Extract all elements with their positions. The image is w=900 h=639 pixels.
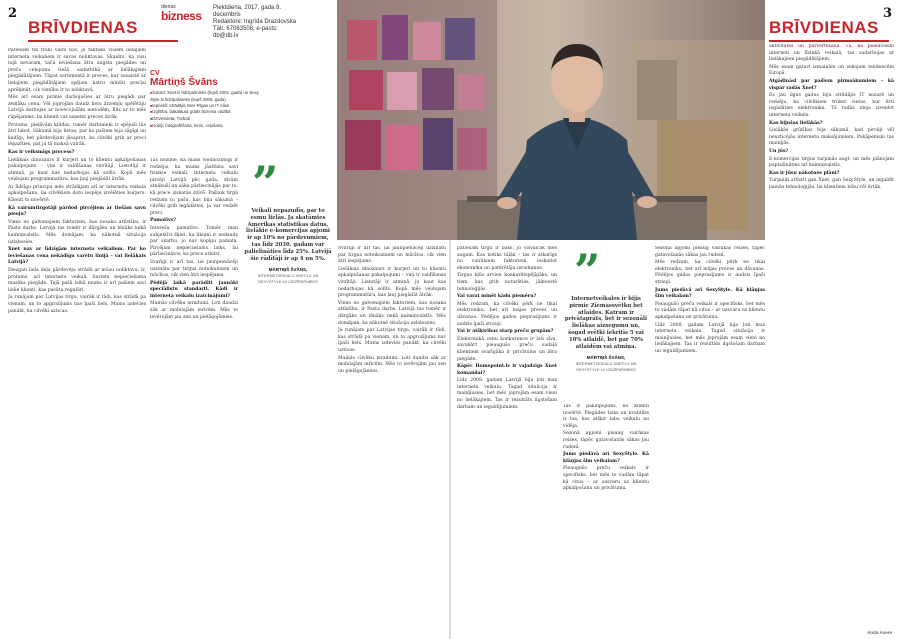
section-divider bbox=[769, 40, 889, 42]
article-column-2b: Sezonā apjomi pieaug vairākas reizes, tāpēc gatavošanās sākas jau rudenī. Mēs redzam, ka cilvēki pērk ne tikai elektroniku, bet arī mājas preces un dāvanas. Pēdējos gados pieprasījums ir audzis īpaši strauji. Jums piedāvā arī SexyStyle. Kā klāņjas šim veikalam? Pieaugušo preču veikals ir specifisks, bet mēs to vadām tāpat kā citus – ar uzsvaru uz klientu apkalpošanu un privātumu. Līdz 2008. gadam Latvijā bija ļoti maz interneta veikalu. Tagad situācija ir mainījusies, bet mēs joprojām esam vieni no lielākajiem. Tas ir rezultāts ilgstošam darbam un ieguldījumiem. bbox=[655, 246, 765, 354]
article-column-2: Tas nozīmē, ka mans viennozīmīgi ir redzējis, ka mums jāattīsta savi fiziskie veikali. Interneta veikalu pircēji Latvijā pēc gada, divām atnākuši un sāka pārliecinājās par to, kā prece izskatās dzīvē. Pašlaik tirgū redzam to pašu, kas bija sākumā – cilvēki grib iegādāties, ja var redzēt preci. Pamatīvs? Interešu pamatīvs. Tomēr man subjektīvi šķiet, ka likumi ir nedaudz par skarbu, jo nav kopīgu pamata. Pircējam nepieciešams laiks, lai pārliecinātos, ka prece atbilst. Svarīgi ir arī tas, lai jaunpienācēji uzzinātu par tirgus noteikumiem un mācītos, cik vien ātri iespējams. Pēdējā laikā parādīti jaunāki speciālistu standarti. Kādi ir interneta veikalu izaicinājumi? Mainās cilvēku ieradumi. Ļoti daudzi sāk ar mobilajām ierīcēm. Mēs to ievērojām jau sen un pielāgojāmies. bbox=[150, 158, 238, 320]
pull-quote: Internetveikalos ir bijis pirmie Ziemassvētku bet atlaides. Katram ir privātaprāts, bet ir sezonāli lielākas aizsegumu un, šogad svētki iekritīs 5 vai 10% atlaidē, bet par 70% atlaidēm vai atmiņa. MĀRTIŅŠ ŠVĀNS, INTERNETVEIKALU XNET.LV UN SEXYSTYLE.LV LĪDZĪPAŠNIEKS bbox=[564, 296, 648, 372]
section-title: BRĪVDIENAS bbox=[28, 18, 138, 37]
dienas-bizness-logo: dienas bizness bbox=[161, 4, 202, 23]
article-column-3: aktivitātes un pārvērtēšana. Tā, kā piedāvāsim interneti un līzinkā veikalā, tas sadarbojas ar lielākajiem piegādātājiem. Mēs esam gatavi izmaiņām un sekojam tendencēm Eiropā. Atgādināsi par pašiem pirmsākumiem – kā vispār radās Xnet? Es jau ilgus gadus biju strādājis IT nozarē un redzēju, ka cilvēkiem trūkst vietas, kur ērti iegādāties elektroniku. Tā radās ideja izveidot interneta veikalu. Kas bijušas lielākās? Lielākās grūtības bija sākumā, kad pircēji vēl neuzticējās interneta maksājumiem. Pakāpeniski tas mainījās. Un jūs? E-komercijas tirgus turpinās augt, un mēs plānojam paplašināties arī kaimiņvalstīs. Kas ir jūsu nākotnes plāni? Turpināt attīstīt gan Xnet, gan SexyStyle, un ieguldīt jaunās tehnoloģijās, lai klientiem būtu vēl ērtāk. bbox=[769, 44, 894, 190]
article-column-3: Svarīgi ir arī tas, lai jaunpienācēji uzzinātu par tirgus noteikumiem un mācītos, cik vien ātri iespējams. Lielākais dinozaurs ir kurjeri un to klientu apkalpošanas pakalpojumi – viņi ir valdīšanas virzītāji. Lietotāji ir atmiņā, ja kaut kas nedarbojas kā solīts. Kopā mēs veidojam programmatūru, kas ļauj piegādāt ātrāk. Viens no galvenajiem faktoriem, kas nosaka attīstību, ir Pasta darbs. Latvijā tas tomēr ir dārgāks un lēnāks nekā kaimiņvalstīs. Mēs domājam, ka nākotnē situācija uzlabosies. Ja runājam par Latvijas tirgu, vairāk ir tādi, kas strādā pa vienam, un to apgrozījums nav īpaši liels. Mums izdevies panākt, ka cilvēki uzticas. Mainās cilvēku ieradumi. Ļoti daudzi sāk ar mobilajām ierīcēm. Mēs to ievērojām jau sen un pielāgojāmies. bbox=[338, 246, 446, 374]
page-number: 3 bbox=[882, 6, 892, 21]
header-info: Piektdiena, 2017. gada 8. decembris Redaktore: Ingrīda Drazdovska Tālr. 67063508, e-pasts: db@db.lv bbox=[213, 5, 297, 39]
quote-mark-icon: ” bbox=[574, 244, 601, 298]
photo-illustration bbox=[337, 0, 765, 240]
quote-mark-icon: ” bbox=[252, 156, 279, 210]
portrait-photo bbox=[337, 0, 765, 240]
article-column-1: patiešām tirgū ir laiks, jo visvairāk mēs augam. Kas notiks tālāk – tas ir atkarīgs no vairākiem faktoriem, ieskaitot ekonomiku un patērētāju ieradumus. Tirgus kļūs arvien konkurētspējīgāks, un tiem, kas grib noturēties, jāinvestē tehnoloģijās. Vai varat minēt kādu piemēru? Mēs redzam, ka cilvēki pērk ne tikai elektroniku, bet arī mājas preces un dāvanas. Pēdējos gados pieprasījums ir audzis īpaši strauji. Vai ir atšķirības starp preču grupām? Elektronikā cenu konkurence ir ļoti sīva, savukārt pieaugušo preču sadaļā klientiem svarīgāka ir privātums un ātra piegāde. Kāpēc Homepoint.lv ir vajadzīgs Xnet komandai? Līdz 2008. gadam Latvijā bija ļoti maz interneta veikalu. Tagad situācija ir mainījusies, bet mēs joprojām esam vieni no lielākajiem. Tas ir rezultāts ilgstošam darbam un ieguldījumiem. bbox=[457, 246, 557, 410]
page-number: 2 bbox=[8, 6, 18, 21]
pull-quote: Veikali nepazudīs, par to esmu lielās. Ja skatāmies Amerikas statistikas datus, lielākie e-komercijas apjomi ir ap 10% no pārdevumiem, tas līdz 2030. gadam var palielināties līdz 25%. Latvijā šie rādītāji ir ap 4 un 5%. MĀRTIŅŠ ŠVĀNS, INTERNETVEIKALU XNET.LV UN SEXYSTYLE.LV LĪDZĪPAŠNIEKS bbox=[244, 208, 332, 284]
article-column-1: Patiešām tik traki vairs nav, jo faktiski visiem lielajiem interneta veikaliem ir savas noliktavas. Skaidrs, ka visu tajā nevaram, taču ieviešana ātra augsta piegādes un preču ceļojumu tiešā sadarbībā ar lielākajiem piegādātājiem. Tāpat sortimentā ir preces, kur sasaistē ar lielajiem piegādātājiem spējam katru minūti precīzi aprēķināt, cik vienību ir to noliktavā. Mēs arī esam pirmie darbojušies ar ātru piegādi par zemāku cenu. Vēl joprojām daudz lielu ārzemju spēlētāju Latvijā darbojas ar novecojušām metodēm, līdz ar to mēs rūpējamies, lai klienti var saņemt preces ātrāk. Protams, pieļāvām kļūdas, tomēr darbinieki ir spējuši tās ātri labot. Sākumā bija lietas, par ko pašiem bija sāpīgi un kaitīgi, bet pārdevējam jāsaprot, ka cilvēki grib ar preci iepazīties, pat ja tā maksā vairāk. Kas ir veiksmīgs process? Lielākais dinozaurs ir kurjeri un to klientu apkalpošanas pakalpojumi – viņi ir valdīšanas virzītāji. Lietotāji ir atmiņā, ja kaut kas nedarbojas kā solīts. Kopā mēs veidojam programmatūru, kas ļauj piegādāt ātrāk. Ar līdzīgu principu mēs strādājam arī ar interneta veikala apkalpošanu, lai cilvēkiem dotu iespēju izvēlēties kurjeru. Klienti to novērtē. Kā vairumtirgotāji pārdod pircējiem ar tiešām savu pieeju? Viens no galvenajiem faktoriem, kas nosaka attīstību, ir Pasta darbs. Latvijā tas tomēr ir dārgāks un lēnāks nekā kaimiņvalstīs. Mēs domājam, ka nākotnē situācija uzlabosies. Xnet nav ar līdzīgām interneta veikaliem. Par ko ieviešanas cena nekādīgu varētu līnijā – vai lielākais Latvijā? Diezgan liela daļa pārdevēju strādā ar mūsu noliktavu. Ir, protams, arī interneta veikali, kuriem nepieciešama mazāka piegāde. Tajā pašā laikā mums ir arī pašiem savi lielie klienti, kas pasūta regulāri. Ja runājam par Latvijas tirgu, vairāk ir tādi, kas strādā pa vienam, un to apgrozījums nav īpaši liels. Mums izdevies panākt, ka cilvēki uzticas. bbox=[8, 48, 146, 314]
section-divider bbox=[28, 40, 178, 42]
author-credit: Anda Asere bbox=[867, 630, 892, 635]
cv-box: CV Mārtiņš Švāns ■ Šobrīd: Xnet.lv līdzīpašnieks (kopš 2002. gada) un Sexy Style.lv līdzīpašnieks (kopš 2006. gada) ■ Iepriekš: strādājis Inter-Rīgas un IT Alise ■ Izglītība: bakalaura grāds biznesa vadībā ■ Dzīvesvieta: Turbati ■ Hobiji: fotografēšana, tenis, ceļošana bbox=[150, 70, 260, 152]
cv-list: ■ Šobrīd: Xnet.lv līdzīpašnieks (kopš 2002. gada) un Sexy Style.lv līdzīpašnieks (kopš 2006. gada) ■ Iepriekš: strādājis Inter-Rīgas un IT Alise ■ Izglītība: bakalaura grāds biznesa vadībā ■ Dzīvesvieta: Turbati ■ Hobiji: fotografēšana, tenis, ceļošana bbox=[150, 90, 260, 130]
section-title: BRĪVDIENAS bbox=[769, 18, 879, 37]
cv-name: Mārtiņš Švāns bbox=[150, 77, 218, 88]
article-column-2a: Tas ir pakalpojums, ko klienti novērtē. Piegādes laiks un kvalitāte ir tas, kas atšķir labu veikalu no vidēja. Sezonā apjomi pieaug vairākas reizes, tāpēc gatavošanās sākas jau rudenī. Jums piedāvā arī SexyStyle. Kā klāņjas šim veikalam? Pieaugušo preču veikals ir specifisks, bet mēs to vadām tāpat kā citus – ar uzsvaru uz klientu apkalpošanu un privātumu. bbox=[563, 404, 649, 492]
